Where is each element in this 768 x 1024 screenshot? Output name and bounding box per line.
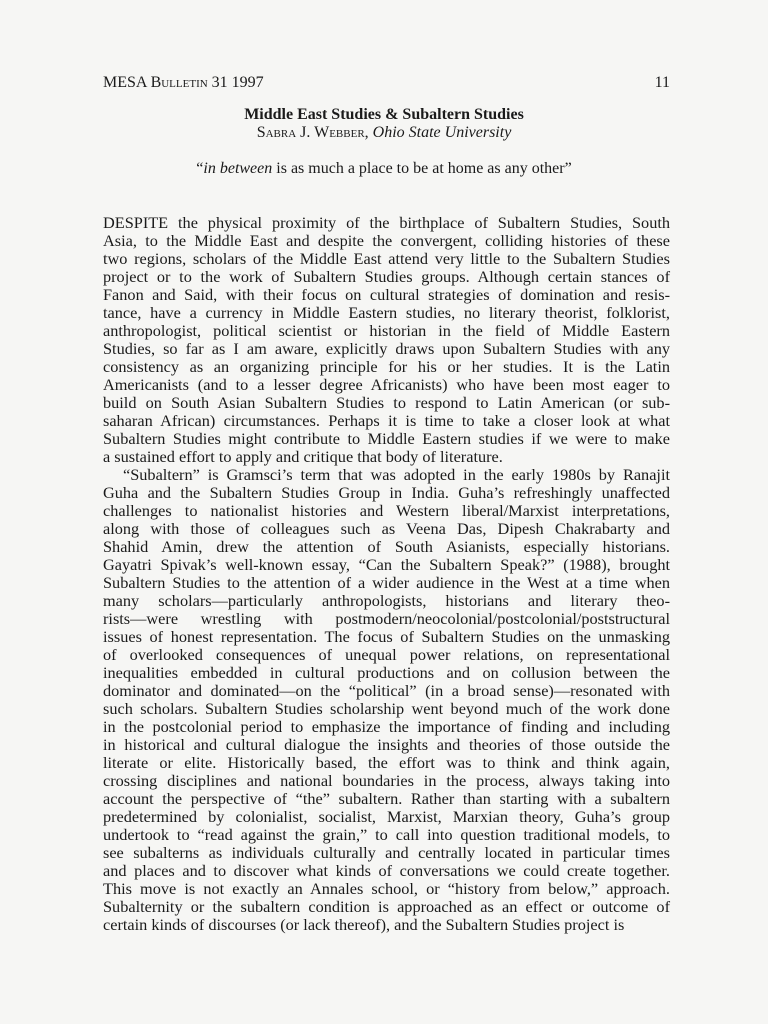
text-line: consistency as an organizing principle for his or her studies. It is the Latin	[103, 357, 670, 376]
text-line: project or to the work of Subaltern Studies groups. Although certain stances of	[103, 267, 670, 286]
text-line: a sustained effort to apply and critique that body of literature.	[103, 447, 503, 466]
journal-name: MESA Bulletin 31 1997	[103, 74, 264, 91]
text-line: Subaltern Studies to the attention of a wider audience in the West at a time when	[103, 573, 670, 592]
paragraph	[103, 466, 670, 934]
text-line: This move is not exactly an Annales school, or “history from below,” approach.	[103, 879, 670, 898]
text-line: anthropologist, political scientist or historian in the field of Middle Eastern	[103, 321, 670, 340]
text-line: two regions, scholars of the Middle East attend very little to the Subaltern Studies	[103, 249, 670, 268]
text-line: dominator and dominated—on the “political” (in a broad sense)—resonated with	[103, 681, 670, 700]
paragraph	[103, 214, 670, 466]
author-name: Sabra J. Webber	[256, 124, 365, 141]
text-line: build on South Asian Subaltern Studies to respond to Latin American (or sub-	[103, 393, 670, 412]
text-line: tance, have a currency in Middle Eastern studies, no literary theorist, folklorist,	[103, 303, 670, 322]
epigraph-text: is as much a place to be at home as any other”	[272, 160, 572, 177]
text-line: Subaltern Studies might contribute to Middle Eastern studies if we were to make	[103, 429, 670, 448]
author-affiliation: Ohio State University	[372, 124, 512, 141]
article-body	[103, 214, 670, 934]
text-line: Subalternity or the subaltern condition is approached as an effect or outcome of	[103, 897, 670, 916]
text-line: Gayatri Spivak’s well-known essay, “Can the Subaltern Speak?” (1988), brought	[103, 555, 670, 574]
text-line: Guha and the Subaltern Studies Group in India. Guha’s refreshingly unaffected	[103, 483, 670, 502]
text-line: Studies, so far as I am aware, explicitly draws upon Subaltern Studies with any	[103, 339, 670, 358]
text-line: crossing disciplines and national boundaries in the process, always taking into	[103, 771, 670, 790]
text-line: certain kinds of discourses (or lack thereof), and the Subaltern Studies project is	[103, 915, 625, 934]
text-line: Shahid Amin, drew the attention of South Asianists, especially historians.	[103, 537, 670, 556]
text-line: Americanists (and to a lesser degree Africanists) who have been most eager to	[103, 375, 670, 394]
text-line: rists—were wrestling with postmodern/neocolonial/postcolonial/poststructural	[103, 609, 670, 628]
epigraph-italic: in between	[203, 160, 273, 177]
epigraph	[0, 160, 768, 178]
text-line: Asia, to the Middle East and despite the convergent, colliding histories of these	[103, 231, 670, 250]
text-line: inequalities embedded in cultural productions and on collusion between the	[103, 663, 670, 682]
text-line: literate or elite. Historically based, the effort was to think and think again,	[103, 753, 670, 772]
text-line: DESPITE the physical proximity of the birthplace of Subaltern Studies, South	[103, 213, 670, 232]
text-line: along with those of colleagues such as Veena Das, Dipesh Chakrabarty and	[103, 519, 670, 538]
text-line: Fanon and Said, with their focus on cultural strategies of domination and resis-	[103, 285, 670, 304]
text-line: challenges to nationalist histories and Western liberal/Marxist interpretations,	[103, 501, 670, 520]
text-line: account the perspective of “the” subaltern. Rather than starting with a subaltern	[103, 789, 670, 808]
epigraph-open-quote: “	[196, 160, 204, 177]
text-line: in the postcolonial period to emphasize the importance of finding and including	[103, 717, 670, 736]
text-line: in historical and cultural dialogue the insights and theories of those outside the	[103, 735, 670, 754]
text-line: many scholars—particularly anthropologists, historians and literary theo-	[103, 591, 670, 610]
byline: Sabra J. Webber, Ohio State University	[256, 124, 512, 141]
text-line: undertook to “read against the grain,” to call into question traditional models, to	[103, 825, 670, 844]
text-line: such scholars. Subaltern Studies scholarship went beyond much of the work done	[103, 699, 670, 718]
page-number: 11	[654, 74, 670, 91]
running-header	[103, 74, 670, 92]
text-line: of overlooked consequences of unequal power relations, on representational	[103, 645, 670, 664]
text-line: saharan African) circumstances. Perhaps it is time to take a closer look at what	[103, 411, 670, 430]
text-line: and places and to discover what kinds of conversations we could create together.	[103, 861, 670, 880]
text-line: issues of honest representation. The focus of Subaltern Studies on the unmasking	[103, 627, 670, 646]
text-line: “Subaltern” is Gramsci’s term that was adopted in the early 1980s by Ranajit	[123, 465, 670, 484]
article-title: Middle East Studies & Subaltern Studies	[244, 106, 524, 123]
text-line: predetermined by colonialist, socialist, Marxist, Marxian theory, Guha’s group	[103, 807, 670, 826]
text-line: see subalterns as individuals culturally and centrally located in particular times	[103, 843, 670, 862]
